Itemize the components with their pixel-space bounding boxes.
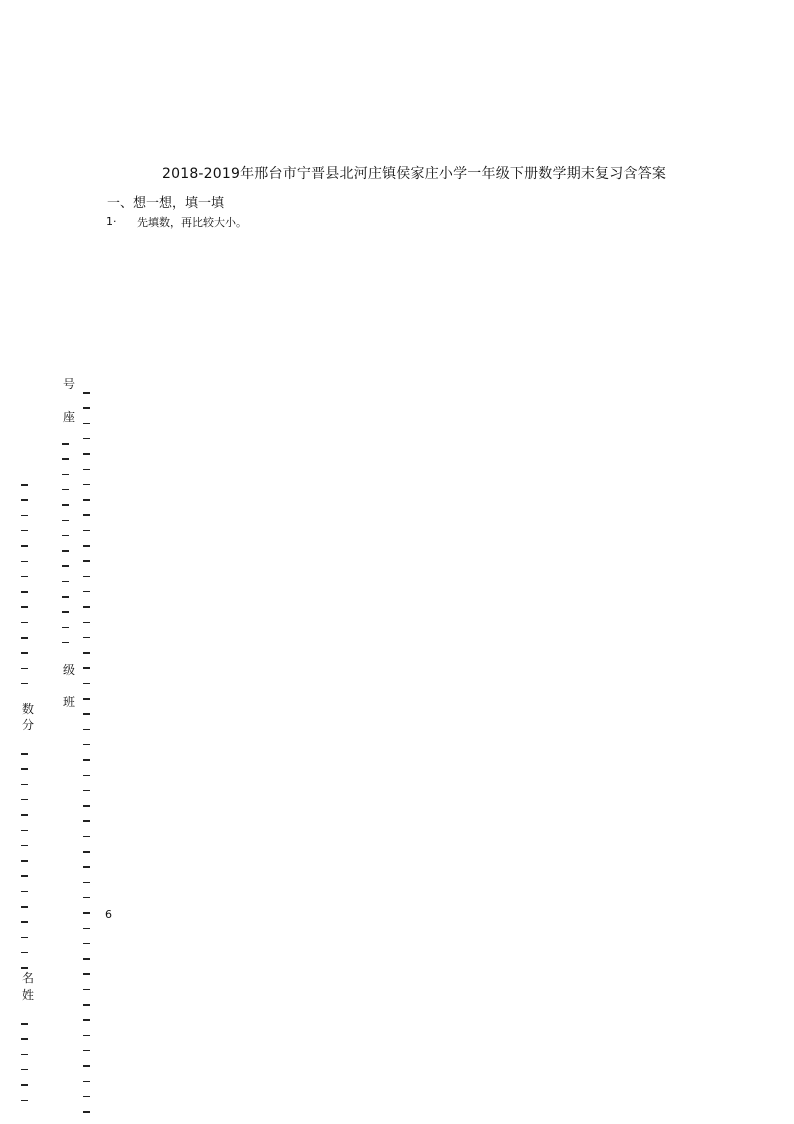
- binding-dash: [83, 790, 90, 792]
- binding-dash: [83, 866, 90, 868]
- binding-dash: [21, 576, 28, 578]
- binding-dash: [21, 652, 28, 654]
- binding-dash: [21, 668, 28, 670]
- binding-dash: [83, 1004, 90, 1006]
- binding-dash: [83, 759, 90, 761]
- document-title: 2018-2019年邢台市宁晋县北河庄镇侯家庄小学一年级下册数学期末复习含答案: [162, 166, 667, 182]
- binding-dash: [21, 515, 28, 517]
- binding-dash: [83, 622, 90, 624]
- binding-dash: [21, 530, 28, 532]
- binding-dash: [83, 407, 90, 409]
- binding-dash: [83, 958, 90, 960]
- binding-dash: [83, 667, 90, 669]
- binding-dash: [21, 753, 28, 755]
- binding-dash: [83, 683, 90, 685]
- binding-dash: [21, 1100, 28, 1102]
- binding-dash: [83, 545, 90, 547]
- binding-dash: [83, 851, 90, 853]
- binding-dash: [83, 729, 90, 731]
- question-number: 1·: [106, 215, 117, 228]
- binding-dash: [21, 906, 28, 908]
- binding-dash: [62, 581, 69, 583]
- binding-dash: [83, 836, 90, 838]
- binding-dash: [62, 642, 69, 644]
- binding-dash: [21, 891, 28, 893]
- binding-dash: [83, 652, 90, 654]
- binding-dash: [83, 943, 90, 945]
- binding-dash: [21, 561, 28, 563]
- binding-dash: [62, 458, 69, 460]
- binding-dash: [83, 820, 90, 822]
- binding-dash: [21, 1023, 28, 1025]
- binding-dash: [62, 596, 69, 598]
- section-heading: 一、想一想，填一填: [107, 196, 225, 211]
- binding-dash: [83, 1035, 90, 1037]
- binding-dash: [21, 967, 28, 969]
- binding-dash: [83, 973, 90, 975]
- score-label-char-1: 数: [21, 702, 34, 716]
- binding-dash: [83, 484, 90, 486]
- name-label-char-1: 名: [21, 971, 34, 985]
- binding-dash: [83, 805, 90, 807]
- binding-dash: [21, 499, 28, 501]
- question-text: 先填数，再比较大小。: [137, 216, 247, 229]
- binding-dash: [21, 768, 28, 770]
- binding-dash: [62, 474, 69, 476]
- binding-dash: [83, 530, 90, 532]
- binding-dash: [83, 882, 90, 884]
- binding-dash: [83, 1111, 90, 1113]
- binding-dash: [83, 1065, 90, 1067]
- binding-dash: [21, 1069, 28, 1071]
- binding-dash: [83, 1019, 90, 1021]
- binding-dash: [83, 775, 90, 777]
- binding-dash: [62, 550, 69, 552]
- binding-dash: [83, 713, 90, 715]
- binding-dash: [21, 921, 28, 923]
- name-label-char-2: 姓: [21, 988, 34, 1002]
- binding-dash: [62, 489, 69, 491]
- binding-dash: [62, 535, 69, 537]
- binding-dash: [83, 514, 90, 516]
- binding-dash: [21, 845, 28, 847]
- binding-dash: [21, 622, 28, 624]
- binding-dash: [83, 928, 90, 930]
- binding-dash: [83, 576, 90, 578]
- binding-dash: [83, 606, 90, 608]
- binding-dash: [83, 989, 90, 991]
- binding-dash: [62, 611, 69, 613]
- binding-dash: [21, 784, 28, 786]
- binding-dash: [83, 423, 90, 425]
- binding-dash: [21, 952, 28, 954]
- seat-label-char-1: 号: [62, 377, 75, 391]
- binding-dash: [21, 875, 28, 877]
- binding-dash: [83, 1081, 90, 1083]
- binding-dash: [21, 1054, 28, 1056]
- binding-dash: [83, 392, 90, 394]
- binding-dash: [83, 453, 90, 455]
- binding-dash: [83, 637, 90, 639]
- binding-dash: [83, 897, 90, 899]
- binding-dash: [83, 912, 90, 914]
- binding-dash: [62, 504, 69, 506]
- binding-dash: [83, 469, 90, 471]
- binding-dash: [21, 860, 28, 862]
- binding-dash: [21, 683, 28, 685]
- binding-dash: [21, 1084, 28, 1086]
- binding-dash: [83, 591, 90, 593]
- binding-dash: [83, 1096, 90, 1098]
- binding-dash: [21, 637, 28, 639]
- binding-dash: [21, 937, 28, 939]
- binding-dash: [21, 545, 28, 547]
- binding-dash: [21, 830, 28, 832]
- binding-dash: [62, 627, 69, 629]
- binding-dash: [83, 499, 90, 501]
- binding-dash: [21, 591, 28, 593]
- binding-dash: [21, 799, 28, 801]
- binding-dash: [21, 484, 28, 486]
- stray-number: 6: [105, 908, 112, 921]
- binding-dash: [21, 814, 28, 816]
- seat-label-char-2: 座: [62, 410, 75, 424]
- class-label-char-2: 班: [62, 695, 75, 709]
- binding-dash: [62, 565, 69, 567]
- score-label-char-2: 分: [21, 718, 34, 732]
- binding-dash: [21, 606, 28, 608]
- class-label-char-1: 级: [62, 663, 75, 677]
- binding-dash: [83, 1050, 90, 1052]
- binding-dash: [83, 438, 90, 440]
- binding-dash: [83, 698, 90, 700]
- binding-dash: [83, 560, 90, 562]
- binding-dash: [62, 520, 69, 522]
- binding-dash: [62, 443, 69, 445]
- binding-dash: [83, 744, 90, 746]
- binding-dash: [21, 1038, 28, 1040]
